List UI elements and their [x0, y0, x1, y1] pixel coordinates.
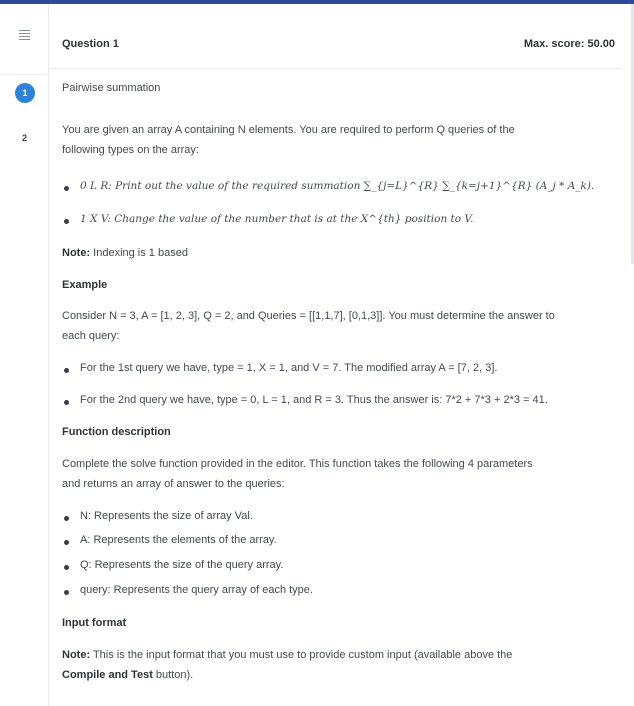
input-note	[62, 645, 614, 665]
input-note-text: This is the input format that you must use to provide custom input (available above the	[90, 649, 513, 661]
rail-divider	[0, 74, 48, 75]
input-note-line-2	[62, 665, 614, 685]
header-divider	[48, 68, 620, 69]
query-type-0	[80, 180, 594, 192]
example-bullet-1: For the 1st query we have, type = 1, X = 1, and V = 7. The modified array A = [7, 2, 3].	[80, 362, 498, 374]
param-a: A: Represents the elements of the array.	[80, 534, 277, 546]
intro-line-2: following types on the array:	[62, 144, 199, 156]
query-type-1	[80, 213, 474, 225]
function-heading: Function description	[62, 426, 171, 438]
example-heading: Example	[62, 279, 108, 291]
intro-line-1: You are given an array A containing N elements. You are required to perform Q queries of the	[62, 124, 515, 136]
example-bullet-2: For the 2nd query we have, type = 0, L = 1, and R = 3. Thus the answer is: 7*2 + 7*3 + 2*3 = 41.	[80, 394, 548, 406]
question-nav-1[interactable]: 1	[15, 83, 35, 103]
problem-title: Pairwise summation	[62, 82, 161, 94]
question-nav-2[interactable]: 2	[22, 133, 28, 143]
function-line-1: Complete the solve function provided in the editor. This function takes the following 4 parameters	[62, 458, 533, 470]
example-line-1: Consider N = 3, A = [1, 2, 3], Q = 2, and Queries = [[1,1,7], [0,1,3]]. You must determine the answer to	[62, 310, 555, 322]
note-text: Indexing is 1 based	[90, 247, 188, 259]
note-label: Note:	[62, 247, 91, 259]
query-type-0-text: 0 L R: Print out the value of the required summation ∑_{j=L}^{R} ∑_{k=j+1}^{R} (A_j * A_k).	[80, 180, 595, 192]
param-query: query: Represents the query array of each type.	[80, 584, 313, 596]
question-rail	[0, 4, 49, 706]
max-score: Max. score: 50.00	[523, 38, 615, 50]
menu-icon[interactable]	[19, 30, 30, 42]
query-type-1-text: 1 X V: Change the value of the number that is at the X^{th} position to V.	[80, 213, 474, 225]
question-header	[62, 38, 622, 54]
top-accent-bar	[0, 0, 634, 4]
param-n: N: Represents the size of array Val.	[80, 510, 253, 522]
input-note-label: Note:	[62, 649, 91, 661]
question-label: Question 1	[62, 38, 119, 50]
example-line-2: each query:	[62, 330, 120, 342]
param-q: Q: Represents the size of the query array.	[80, 559, 284, 571]
function-line-2: and returns an array of answer to the queries:	[62, 478, 285, 490]
input-heading: Input format	[62, 617, 127, 629]
note	[62, 243, 614, 263]
input-note-tail: button).	[152, 669, 194, 681]
compile-test-label: Compile and Test	[62, 669, 153, 681]
